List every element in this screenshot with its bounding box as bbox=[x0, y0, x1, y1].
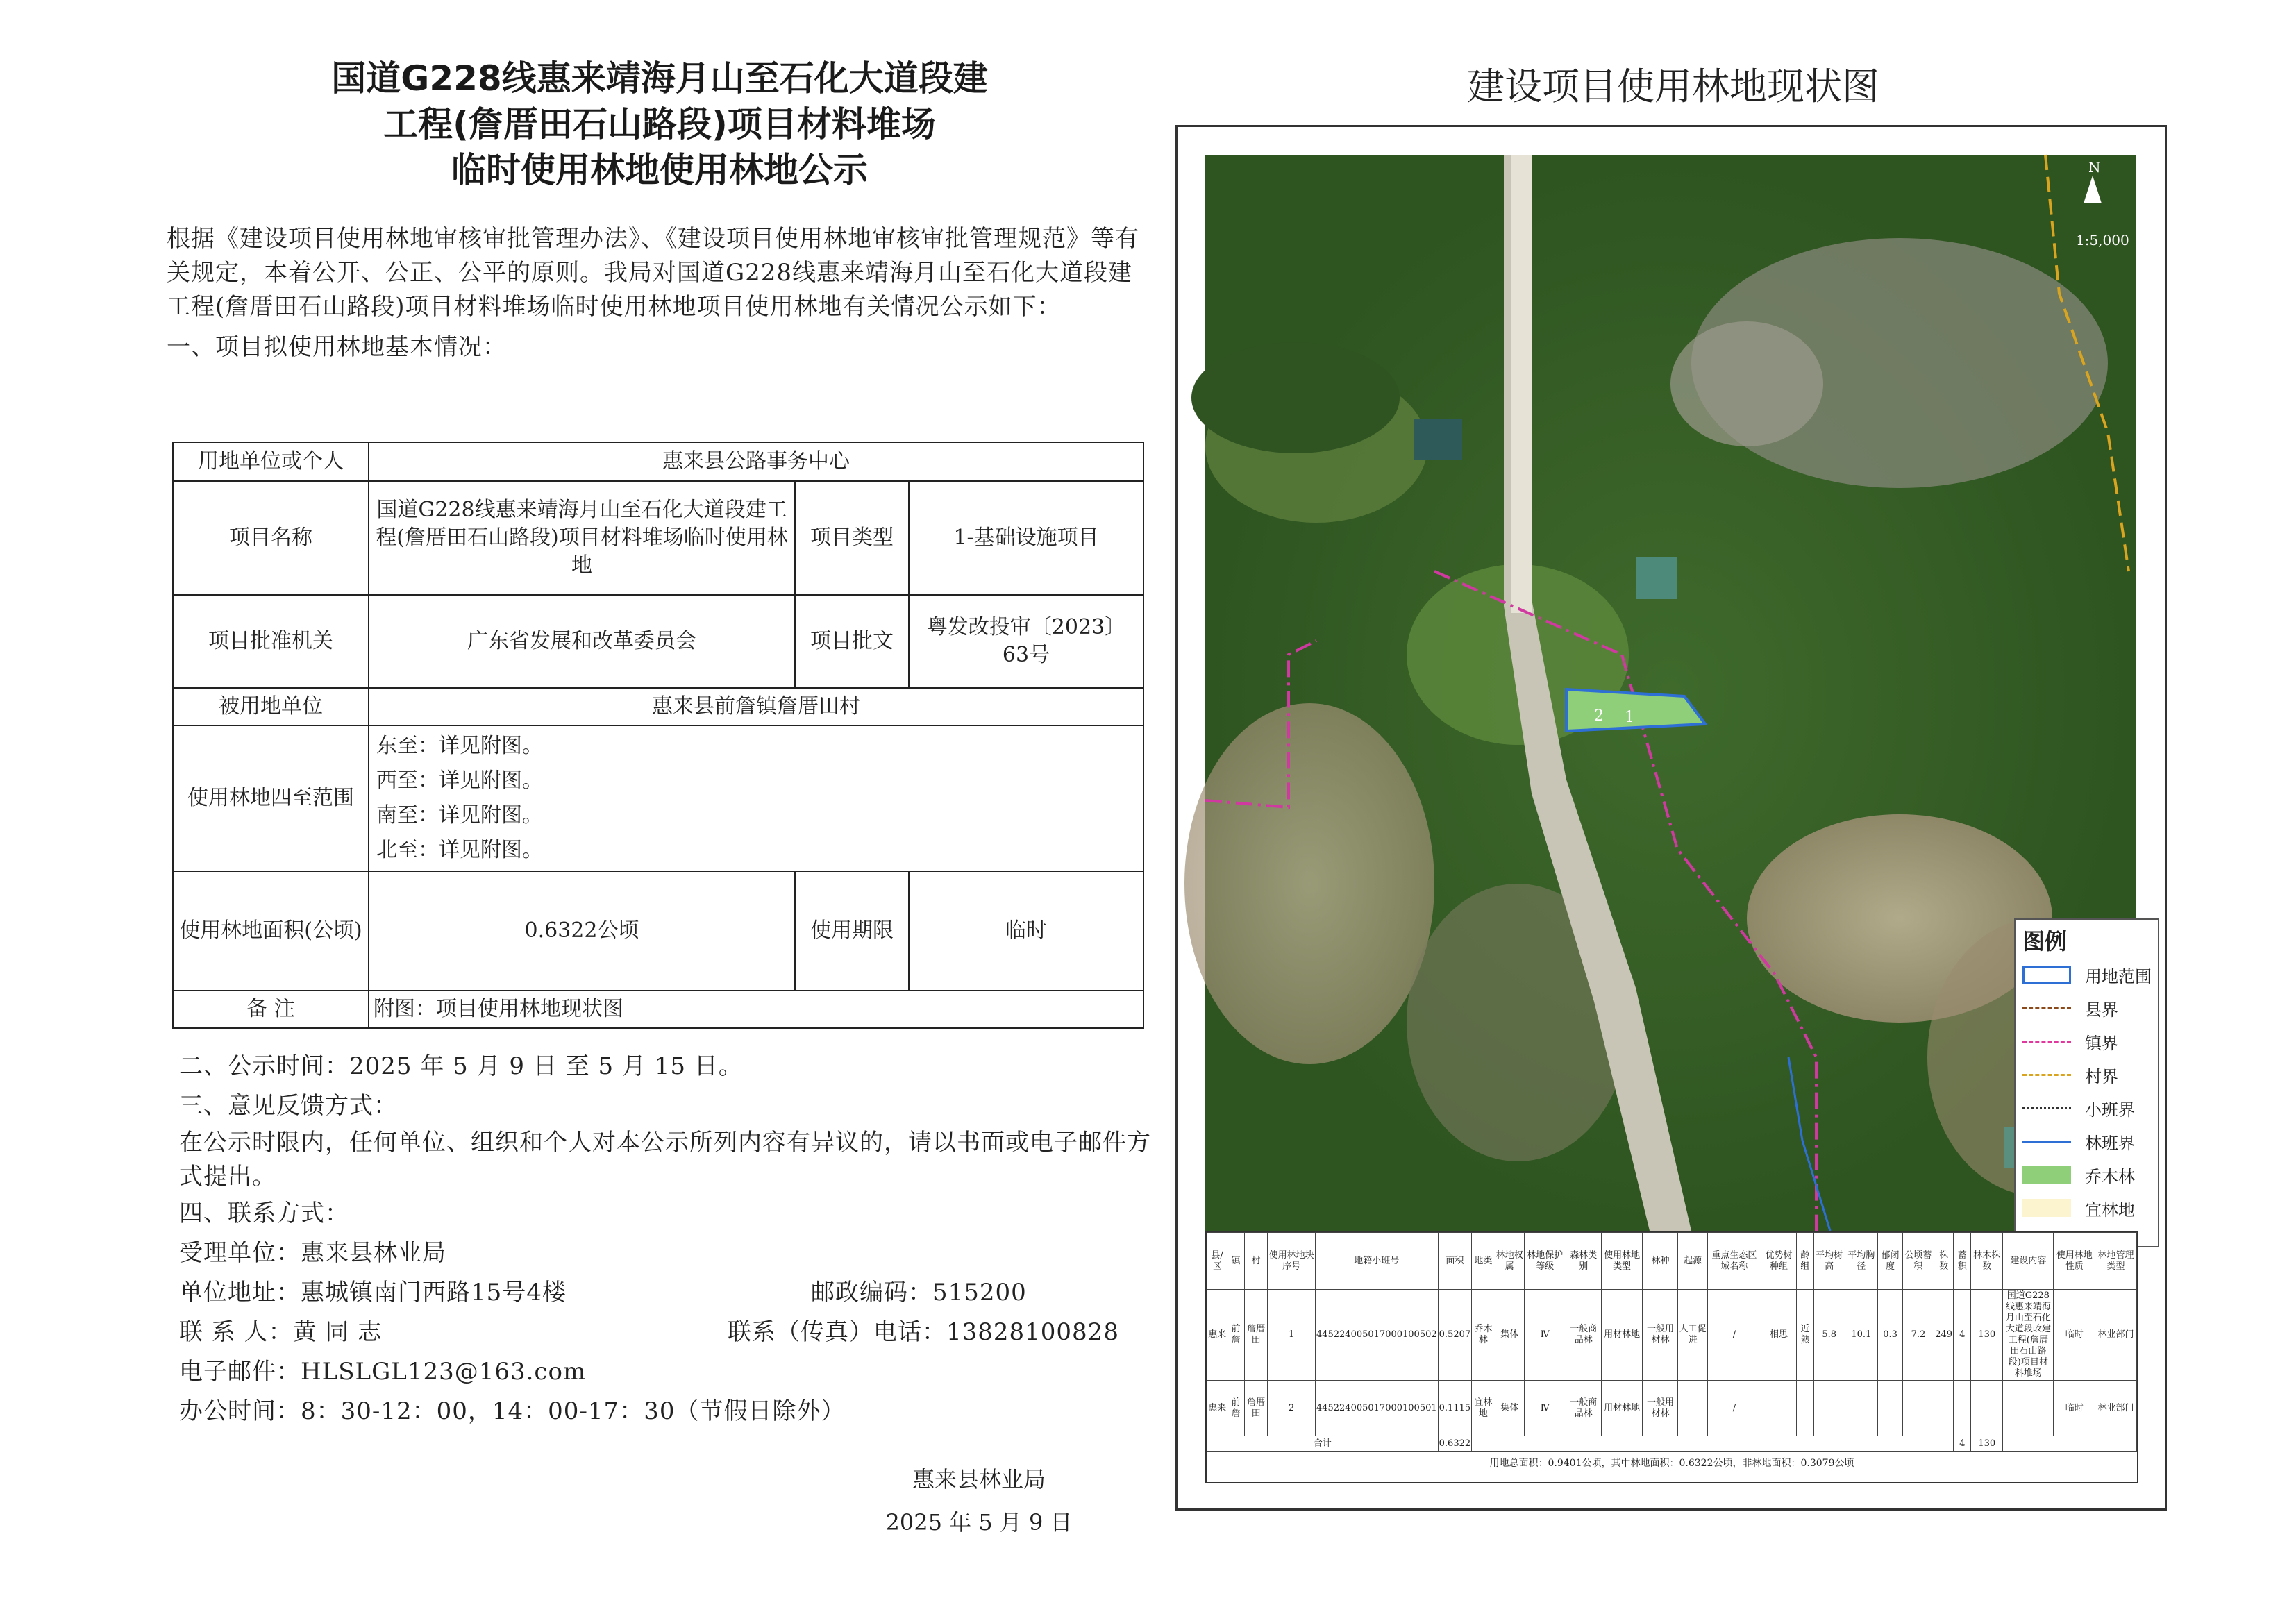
map-graphic bbox=[1205, 155, 2136, 1231]
sign-date: 2025 年 5 月 9 日 bbox=[885, 1509, 1073, 1536]
attr-cell bbox=[1954, 1381, 1971, 1436]
address: 单位地址：惠城镇南门西路15号4楼 bbox=[179, 1279, 567, 1306]
legend-item-village: 村界 bbox=[2022, 1059, 2154, 1086]
attr-cell bbox=[1761, 1381, 1797, 1436]
value-area: 0.6322公顷 bbox=[369, 871, 795, 991]
attr-row bbox=[1207, 1381, 2137, 1436]
attr-header: 使用林地块序号 bbox=[1268, 1233, 1316, 1290]
attr-cell: / bbox=[1707, 1290, 1761, 1381]
legend-item-compartment: 林班界 bbox=[2022, 1125, 2154, 1153]
map-frame bbox=[1175, 125, 2167, 1511]
attr-header: 森林类别 bbox=[1566, 1233, 1601, 1290]
attr-cell bbox=[2003, 1381, 2054, 1436]
attr-total-label: 合计 bbox=[1207, 1436, 1439, 1452]
feedback-text: 在公示时限内，任何单位、组织和个人对本公示所列内容有异议的，请以书面或电子邮件方式提出。 bbox=[179, 1129, 1151, 1191]
attr-cell: 宜林地 bbox=[1472, 1381, 1495, 1436]
attr-header: 镇 bbox=[1227, 1233, 1245, 1290]
attr-cell: 集体 bbox=[1495, 1381, 1524, 1436]
north-label: N bbox=[2088, 159, 2101, 176]
attr-cell: / bbox=[1707, 1381, 1761, 1436]
scale-label: 1:5,000 bbox=[2076, 232, 2129, 249]
attr-header: 平均树高 bbox=[1813, 1233, 1845, 1290]
attr-total-count: 130 bbox=[1971, 1436, 2003, 1452]
map-legend bbox=[2014, 918, 2159, 1247]
attr-header: 株数 bbox=[1934, 1233, 1954, 1290]
label-remark: 备 注 bbox=[173, 991, 369, 1028]
boundary-north: 北至：详见附图。 bbox=[376, 838, 543, 862]
intro-paragraph: 根据《建设项目使用林地审核审批管理办法》、《建设项目使用林地审核审批管理规范》等有关规定，本着公开、公正、公平的原则。我局对国道G228线惠来靖海月山至石化大道段建工程(詹厝田石山路段)项目材料堆场临时使用林地项目使用林地有关情况公示如下： bbox=[167, 225, 1139, 321]
attr-cell: Ⅳ bbox=[1524, 1381, 1566, 1436]
address-row bbox=[179, 1273, 1165, 1313]
attr-cell: 一般商品林 bbox=[1566, 1290, 1601, 1381]
attr-header: 平均胸径 bbox=[1845, 1233, 1877, 1290]
label-user: 用地单位或个人 bbox=[173, 442, 369, 481]
legend-item-suitable: 宜林地 bbox=[2022, 1192, 2154, 1220]
phone: 联系（传真）电话：13828100828 bbox=[728, 1318, 1119, 1346]
attr-cell: 前詹 bbox=[1227, 1290, 1245, 1381]
attr-header: 村 bbox=[1244, 1233, 1268, 1290]
legend-item-site-boundary: 用地范围 bbox=[2022, 959, 2154, 986]
attr-cell: 用材林地 bbox=[1601, 1381, 1643, 1436]
attr-header: 地类 bbox=[1472, 1233, 1495, 1290]
attr-cell: 0.5207 bbox=[1438, 1290, 1472, 1381]
boundary-west: 西至：详见附图。 bbox=[376, 768, 543, 793]
receiver: 受理单位：惠来县林业局 bbox=[179, 1239, 446, 1267]
label-area: 使用林地面积(公顷) bbox=[173, 871, 369, 991]
attr-cell: 临时 bbox=[2054, 1381, 2095, 1436]
basic-info-table bbox=[172, 442, 1144, 1029]
attr-header: 起源 bbox=[1678, 1233, 1707, 1290]
section-3-heading: 三、意见反馈方式： bbox=[179, 1092, 398, 1120]
attr-cell bbox=[1971, 1381, 2003, 1436]
legend-item-county: 县界 bbox=[2022, 992, 2154, 1020]
notice-title bbox=[167, 56, 1153, 193]
attr-cell bbox=[1903, 1381, 1934, 1436]
attr-cell bbox=[1678, 1381, 1707, 1436]
attr-header: 使用林地类型 bbox=[1601, 1233, 1643, 1290]
attr-cell: 7.2 bbox=[1903, 1290, 1934, 1381]
attr-cell: 相思 bbox=[1761, 1290, 1797, 1381]
attr-header: 县/区 bbox=[1207, 1233, 1227, 1290]
attr-cell: 惠来 bbox=[1207, 1290, 1227, 1381]
notice-lower bbox=[179, 1047, 1165, 1431]
attr-cell: 4 bbox=[1954, 1290, 1971, 1381]
signature-block bbox=[861, 1458, 1097, 1544]
label-period: 使用期限 bbox=[795, 871, 909, 991]
attr-total-area: 0.6322 bbox=[1438, 1436, 1472, 1452]
parcel-label-1: 1 bbox=[1625, 709, 1634, 726]
postcode: 邮政编码：515200 bbox=[811, 1279, 1027, 1306]
attribute-table-panel bbox=[1205, 1231, 2138, 1483]
attr-cell: 445224005017000100502 bbox=[1315, 1290, 1438, 1381]
attr-cell: 2 bbox=[1268, 1381, 1316, 1436]
attr-header: 公顷蓄积 bbox=[1903, 1233, 1934, 1290]
attr-header: 郁闭度 bbox=[1878, 1233, 1903, 1290]
title-line-3: 临时使用林地使用林地公示 bbox=[451, 150, 868, 190]
title-line-2: 工程(詹厝田石山路段)项目材料堆场 bbox=[383, 104, 936, 144]
attr-cell: 惠来 bbox=[1207, 1381, 1227, 1436]
attr-cell: 一般用材林 bbox=[1643, 1290, 1678, 1381]
attr-cell bbox=[1878, 1381, 1903, 1436]
section-4-heading: 四、联系方式： bbox=[179, 1200, 349, 1227]
attr-header: 地籍小班号 bbox=[1315, 1233, 1438, 1290]
label-approval-authority: 项目批准机关 bbox=[173, 595, 369, 688]
attr-cell: 249 bbox=[1934, 1290, 1954, 1381]
attr-cell: 5.8 bbox=[1813, 1290, 1845, 1381]
attr-header: 林地保护等级 bbox=[1524, 1233, 1566, 1290]
boundary-east: 东至：详见附图。 bbox=[376, 734, 543, 758]
value-approval-doc: 粤发改投审〔2023〕63号 bbox=[909, 595, 1143, 688]
attr-header: 林木株数 bbox=[1971, 1233, 2003, 1290]
map-title: 建设项目使用林地现状图 bbox=[1467, 65, 1879, 108]
label-approval-doc: 项目批文 bbox=[795, 595, 909, 688]
attr-row bbox=[1207, 1290, 2137, 1381]
legend-title: 图例 bbox=[2022, 928, 2068, 955]
attr-cell: 集体 bbox=[1495, 1290, 1524, 1381]
value-remark: 附图：项目使用林地现状图 bbox=[369, 991, 1143, 1028]
label-land-owner: 被用地单位 bbox=[173, 688, 369, 725]
attr-cell: 林业部门 bbox=[2095, 1381, 2137, 1436]
value-period: 临时 bbox=[909, 871, 1143, 991]
attr-cell: 国道G228线惠来靖海月山至石化大道段改建工程(詹厝田石山路段)项目材料堆场 bbox=[2003, 1290, 2054, 1381]
value-approval-authority: 广东省发展和改革委员会 bbox=[369, 595, 795, 688]
attr-cell: 130 bbox=[1971, 1290, 2003, 1381]
legend-item-subcompartment: 小班界 bbox=[2022, 1092, 2154, 1120]
attr-cell bbox=[1845, 1381, 1877, 1436]
office-hours: 办公时间：8：30-12：00，14：00-17：30（节假日除外） bbox=[179, 1397, 846, 1425]
email: 电子邮件：HLSLGL123@163.com bbox=[179, 1358, 587, 1386]
attr-cell: 一般商品林 bbox=[1566, 1381, 1601, 1436]
attr-cell: 0.3 bbox=[1878, 1290, 1903, 1381]
attr-header: 面积 bbox=[1438, 1233, 1472, 1290]
attr-footnote: 用地总面积：0.9401公顷，其中林地面积：0.6322公顷，非林地面积：0.3079公顷 bbox=[1489, 1458, 1854, 1469]
attr-cell: 1 bbox=[1268, 1290, 1316, 1381]
attr-cell bbox=[1813, 1381, 1845, 1436]
attr-cell: Ⅳ bbox=[1524, 1290, 1566, 1381]
attr-header: 蓄积 bbox=[1954, 1233, 1971, 1290]
attr-cell: 0.1115 bbox=[1438, 1381, 1472, 1436]
attr-cell: 前詹 bbox=[1227, 1381, 1245, 1436]
attr-header: 优势树种组 bbox=[1761, 1233, 1797, 1290]
attr-cell: 临时 bbox=[2054, 1290, 2095, 1381]
attr-cell bbox=[1797, 1381, 1814, 1436]
signer: 惠来县林业局 bbox=[912, 1466, 1046, 1492]
attr-cell: 林业部门 bbox=[2095, 1290, 2137, 1381]
attr-cell: 詹厝田 bbox=[1244, 1290, 1268, 1381]
attr-header-row bbox=[1207, 1233, 2137, 1290]
boundary-south: 南至：详见附图。 bbox=[376, 803, 543, 827]
notice-left bbox=[167, 56, 1153, 367]
value-project-type: 1-基础设施项目 bbox=[909, 481, 1143, 595]
attr-cell: 近熟 bbox=[1797, 1290, 1814, 1381]
contact-row bbox=[179, 1313, 1165, 1352]
value-land-owner: 惠来县前詹镇詹厝田村 bbox=[369, 688, 1143, 725]
legend-item-arbor: 乔木林 bbox=[2022, 1159, 2154, 1186]
attr-header: 建设内容 bbox=[2003, 1233, 2054, 1290]
section-1-heading: 一、项目拟使用林地基本情况： bbox=[167, 333, 507, 361]
attr-cell: 人工促进 bbox=[1678, 1290, 1707, 1381]
attr-cell: 詹厝田 bbox=[1244, 1381, 1268, 1436]
attr-cell: 445224005017000100501 bbox=[1315, 1381, 1438, 1436]
attr-header: 林地管理类型 bbox=[2095, 1233, 2137, 1290]
attr-cell: 用材林地 bbox=[1601, 1290, 1643, 1381]
attr-total-row bbox=[1207, 1436, 2137, 1452]
value-boundary bbox=[369, 725, 1143, 871]
attr-header: 使用林地性质 bbox=[2054, 1233, 2095, 1290]
attribute-table bbox=[1207, 1232, 2137, 1452]
attr-cell: 乔木林 bbox=[1472, 1290, 1495, 1381]
attr-header: 林种 bbox=[1643, 1233, 1678, 1290]
contact-person: 联 系 人：黄 同 志 bbox=[179, 1318, 383, 1346]
attr-header: 林地权属 bbox=[1495, 1233, 1524, 1290]
label-project-type: 项目类型 bbox=[795, 481, 909, 595]
attr-header: 龄组 bbox=[1797, 1233, 1814, 1290]
legend-item-town: 镇界 bbox=[2022, 1025, 2154, 1053]
label-boundary: 使用林地四至范围 bbox=[173, 725, 369, 871]
attr-cell: 10.1 bbox=[1845, 1290, 1877, 1381]
label-project-name: 项目名称 bbox=[173, 481, 369, 595]
parcel-label-2: 2 bbox=[1594, 707, 1604, 725]
title-line-1: 国道G228线惠来靖海月山至石化大道段建 bbox=[331, 58, 988, 99]
attr-total-volume: 4 bbox=[1954, 1436, 1971, 1452]
satellite-map bbox=[1205, 155, 2152, 1231]
attr-cell: 一般用材林 bbox=[1643, 1381, 1678, 1436]
attr-cell bbox=[1934, 1381, 1954, 1436]
value-user: 惠来县公路事务中心 bbox=[369, 442, 1143, 481]
value-project-name: 国道G228线惠来靖海月山至石化大道段建工程(詹厝田石山路段)项目材料堆场临时使用林地 bbox=[369, 481, 795, 595]
section-2: 二、公示时间：2025 年 5 月 9 日 至 5 月 15 日。 bbox=[179, 1052, 743, 1080]
attr-header: 重点生态区域名称 bbox=[1707, 1233, 1761, 1290]
